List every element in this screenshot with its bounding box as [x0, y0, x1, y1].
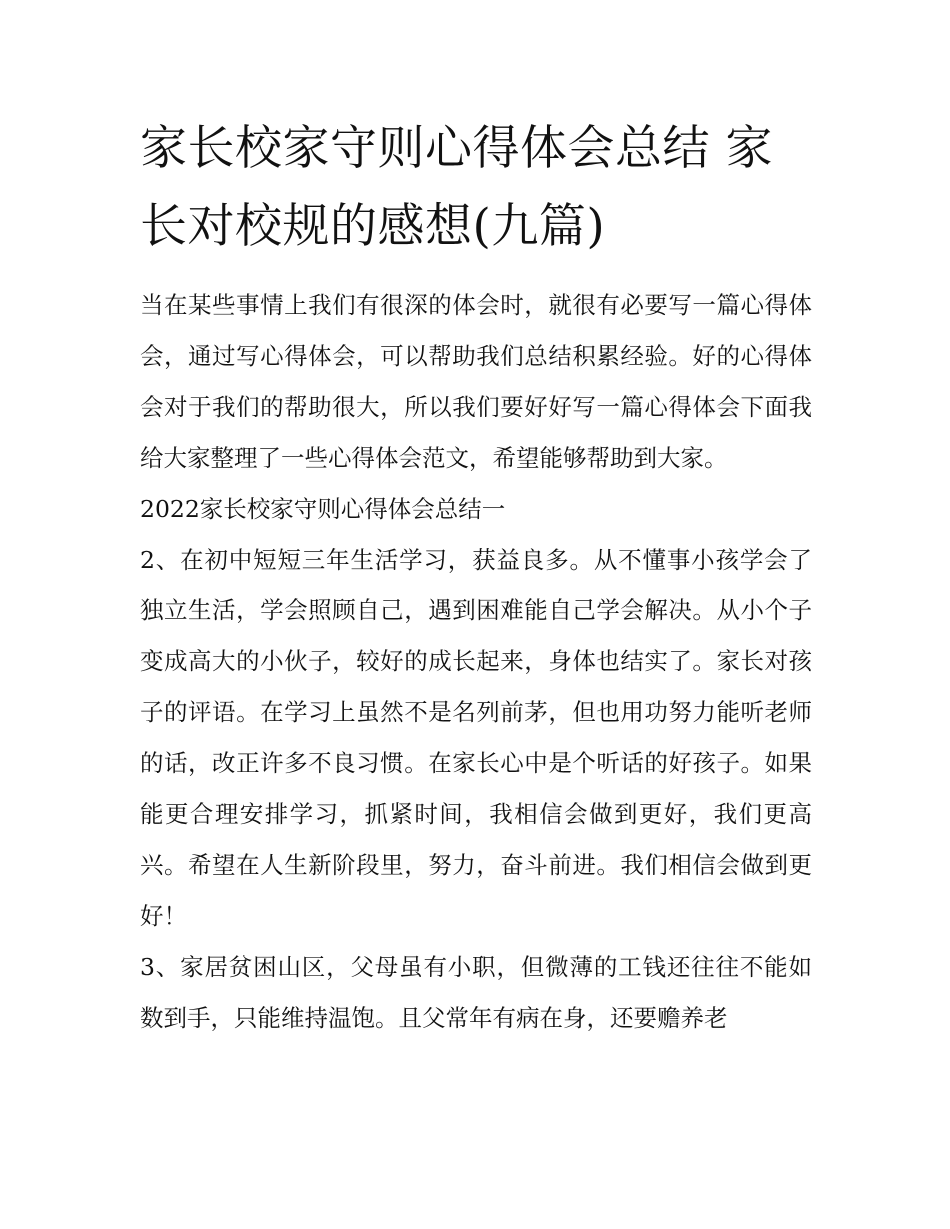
section-heading: 2022家长校家守则心得体会总结一 — [140, 494, 506, 523]
document-page — [140, 110, 812, 1044]
body-paragraph: 2、在初中短短三年生活学习，获益良多。从不懂事小孩学会了独立生活，学会照顾自己，遇到困难能自己学会解决。从小个子变成高大的小伙子，较好的成长起来，身体也结实了。家长对孩子的评语。在学习上虽然不是名列前茅，但也用功努力能听老师的话，改正许多不良习惯。在家长心中是个听话的好孩子。如果能更合理安排学习，抓紧时间，我相信会做到更好，我们更高兴。希望在人生新阶段里，努力，奋斗前进。我们相信会做到更好！ — [140, 545, 812, 930]
intro-paragraph: 当在某些事情上我们有很深的体会时，就很有必要写一篇心得体会，通过写心得体会，可以帮助我们总结积累经验。好的心得体会对于我们的帮助很大，所以我们要好好写一篇心得体会下面我给大家整理了一些心得体会范文，希望能够帮助到大家。 — [140, 291, 812, 472]
document-title: 家长校家守则心得体会总结 家长对校规的感想(九篇) — [140, 121, 773, 254]
body-paragraph: 3、家居贫困山区，父母虽有小职，但微薄的工钱还往往不能如数到手，只能维持温饱。且父常年有病在身，还要赡养老 — [140, 952, 812, 1032]
